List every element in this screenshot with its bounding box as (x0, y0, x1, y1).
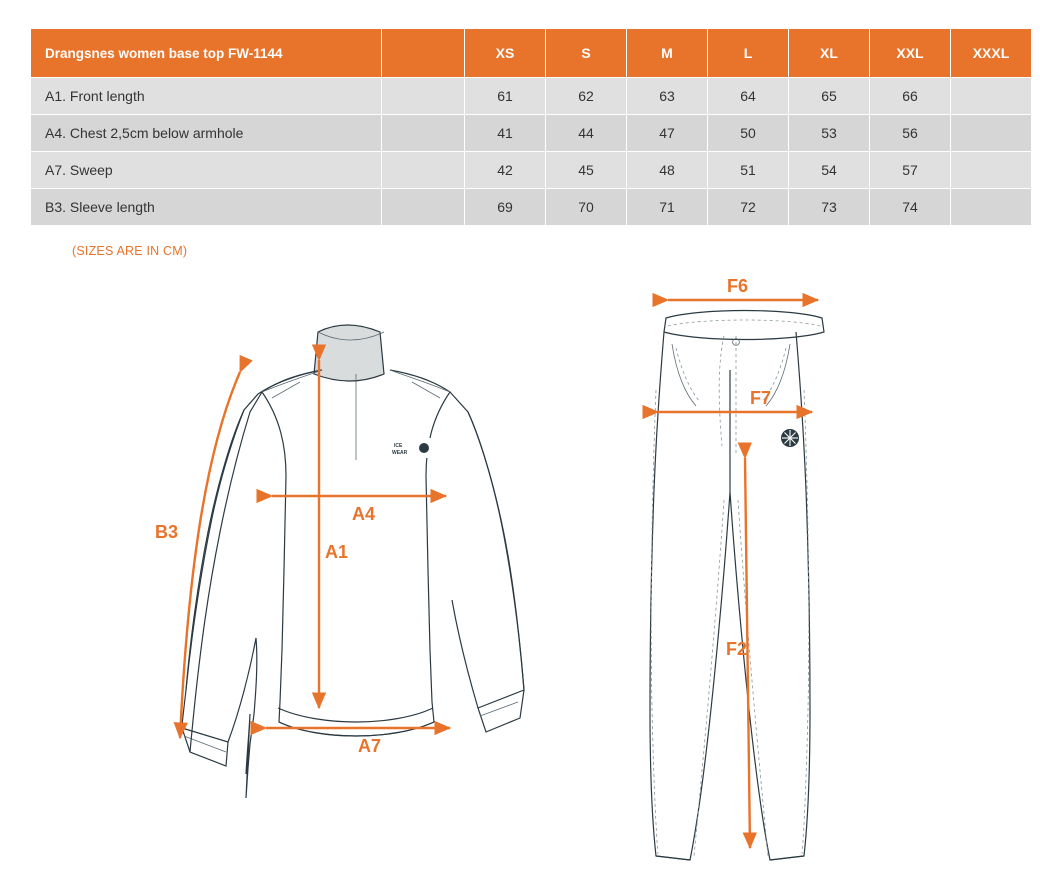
cell-a4-xxl: 56 (870, 115, 951, 152)
cell-b3-l: 72 (708, 189, 789, 226)
measurement-label-a1: A1. Front length (31, 78, 382, 115)
row-spacer-cell (382, 189, 465, 226)
size-chart-table-container (30, 28, 1010, 226)
cell-a7-xxxl (951, 152, 1032, 189)
cell-b3-xxl: 74 (870, 189, 951, 226)
cell-a1-xxl: 66 (870, 78, 951, 115)
row-spacer-cell (382, 152, 465, 189)
cell-a7-xs: 42 (465, 152, 546, 189)
units-note: (SIZES ARE IN CM) (72, 244, 188, 258)
base-top-illustration (155, 325, 524, 798)
cell-b3-xxxl (951, 189, 1032, 226)
cell-a4-s: 44 (546, 115, 627, 152)
cell-b3-s: 70 (546, 189, 627, 226)
cell-a1-xs: 61 (465, 78, 546, 115)
size-chart-body (31, 78, 1032, 226)
table-row (31, 78, 1032, 115)
size-header-l: L (708, 29, 789, 78)
header-spacer-cell (382, 29, 465, 78)
size-chart-table (30, 28, 1032, 226)
cell-a1-m: 63 (627, 78, 708, 115)
measurement-label-a4: A4. Chest 2,5cm below armhole (31, 115, 382, 152)
cell-a7-m: 48 (627, 152, 708, 189)
row-spacer-cell (382, 115, 465, 152)
cell-a7-xl: 54 (789, 152, 870, 189)
cell-b3-xl: 73 (789, 189, 870, 226)
cell-a7-s: 45 (546, 152, 627, 189)
measurement-label-b3: B3. Sleeve length (31, 189, 382, 226)
measure-label-f7: F7 (750, 388, 772, 408)
size-chart-header (31, 29, 1032, 78)
cell-b3-m: 71 (627, 189, 708, 226)
garment-diagrams-svg (0, 270, 1040, 894)
measure-label-a4: A4 (352, 504, 376, 524)
table-row (31, 152, 1032, 189)
cell-a4-m: 47 (627, 115, 708, 152)
cell-a1-xxxl (951, 78, 1032, 115)
measure-label-f6: F6 (727, 276, 749, 296)
row-spacer-cell (382, 78, 465, 115)
size-header-xxxl: XXXL (951, 29, 1032, 78)
product-name-header: Drangsnes women base top FW-1144 (31, 29, 382, 78)
measurement-label-a7: A7. Sweep (31, 152, 382, 189)
size-header-xs: XS (465, 29, 546, 78)
table-row (31, 115, 1032, 152)
brand-logo-line1: ICE (394, 443, 403, 449)
size-header-s: S (546, 29, 627, 78)
measure-label-f2: F2 (726, 639, 748, 659)
table-row (31, 189, 1032, 226)
size-header-xxl: XXL (870, 29, 951, 78)
size-header-xl: XL (789, 29, 870, 78)
measure-label-b3: B3 (155, 522, 179, 542)
cell-b3-xs: 69 (465, 189, 546, 226)
brand-logo (388, 438, 432, 458)
measure-arrow-b3 (180, 372, 240, 738)
illustrations-area (0, 270, 1040, 894)
cell-a1-l: 64 (708, 78, 789, 115)
cell-a4-xxxl (951, 115, 1032, 152)
snowflake-icon (781, 429, 799, 447)
cell-a1-s: 62 (546, 78, 627, 115)
measure-label-a7: A7 (358, 736, 382, 756)
cell-a1-xl: 65 (789, 78, 870, 115)
table-header-row (31, 29, 1032, 78)
measure-label-a1: A1 (325, 542, 349, 562)
size-header-m: M (627, 29, 708, 78)
cell-a4-xs: 41 (465, 115, 546, 152)
base-pants-illustration (650, 276, 824, 860)
brand-logo-line2: WEAR (392, 450, 408, 456)
cell-a4-l: 50 (708, 115, 789, 152)
cell-a7-l: 51 (708, 152, 789, 189)
cell-a4-xl: 53 (789, 115, 870, 152)
cell-a7-xxl: 57 (870, 152, 951, 189)
